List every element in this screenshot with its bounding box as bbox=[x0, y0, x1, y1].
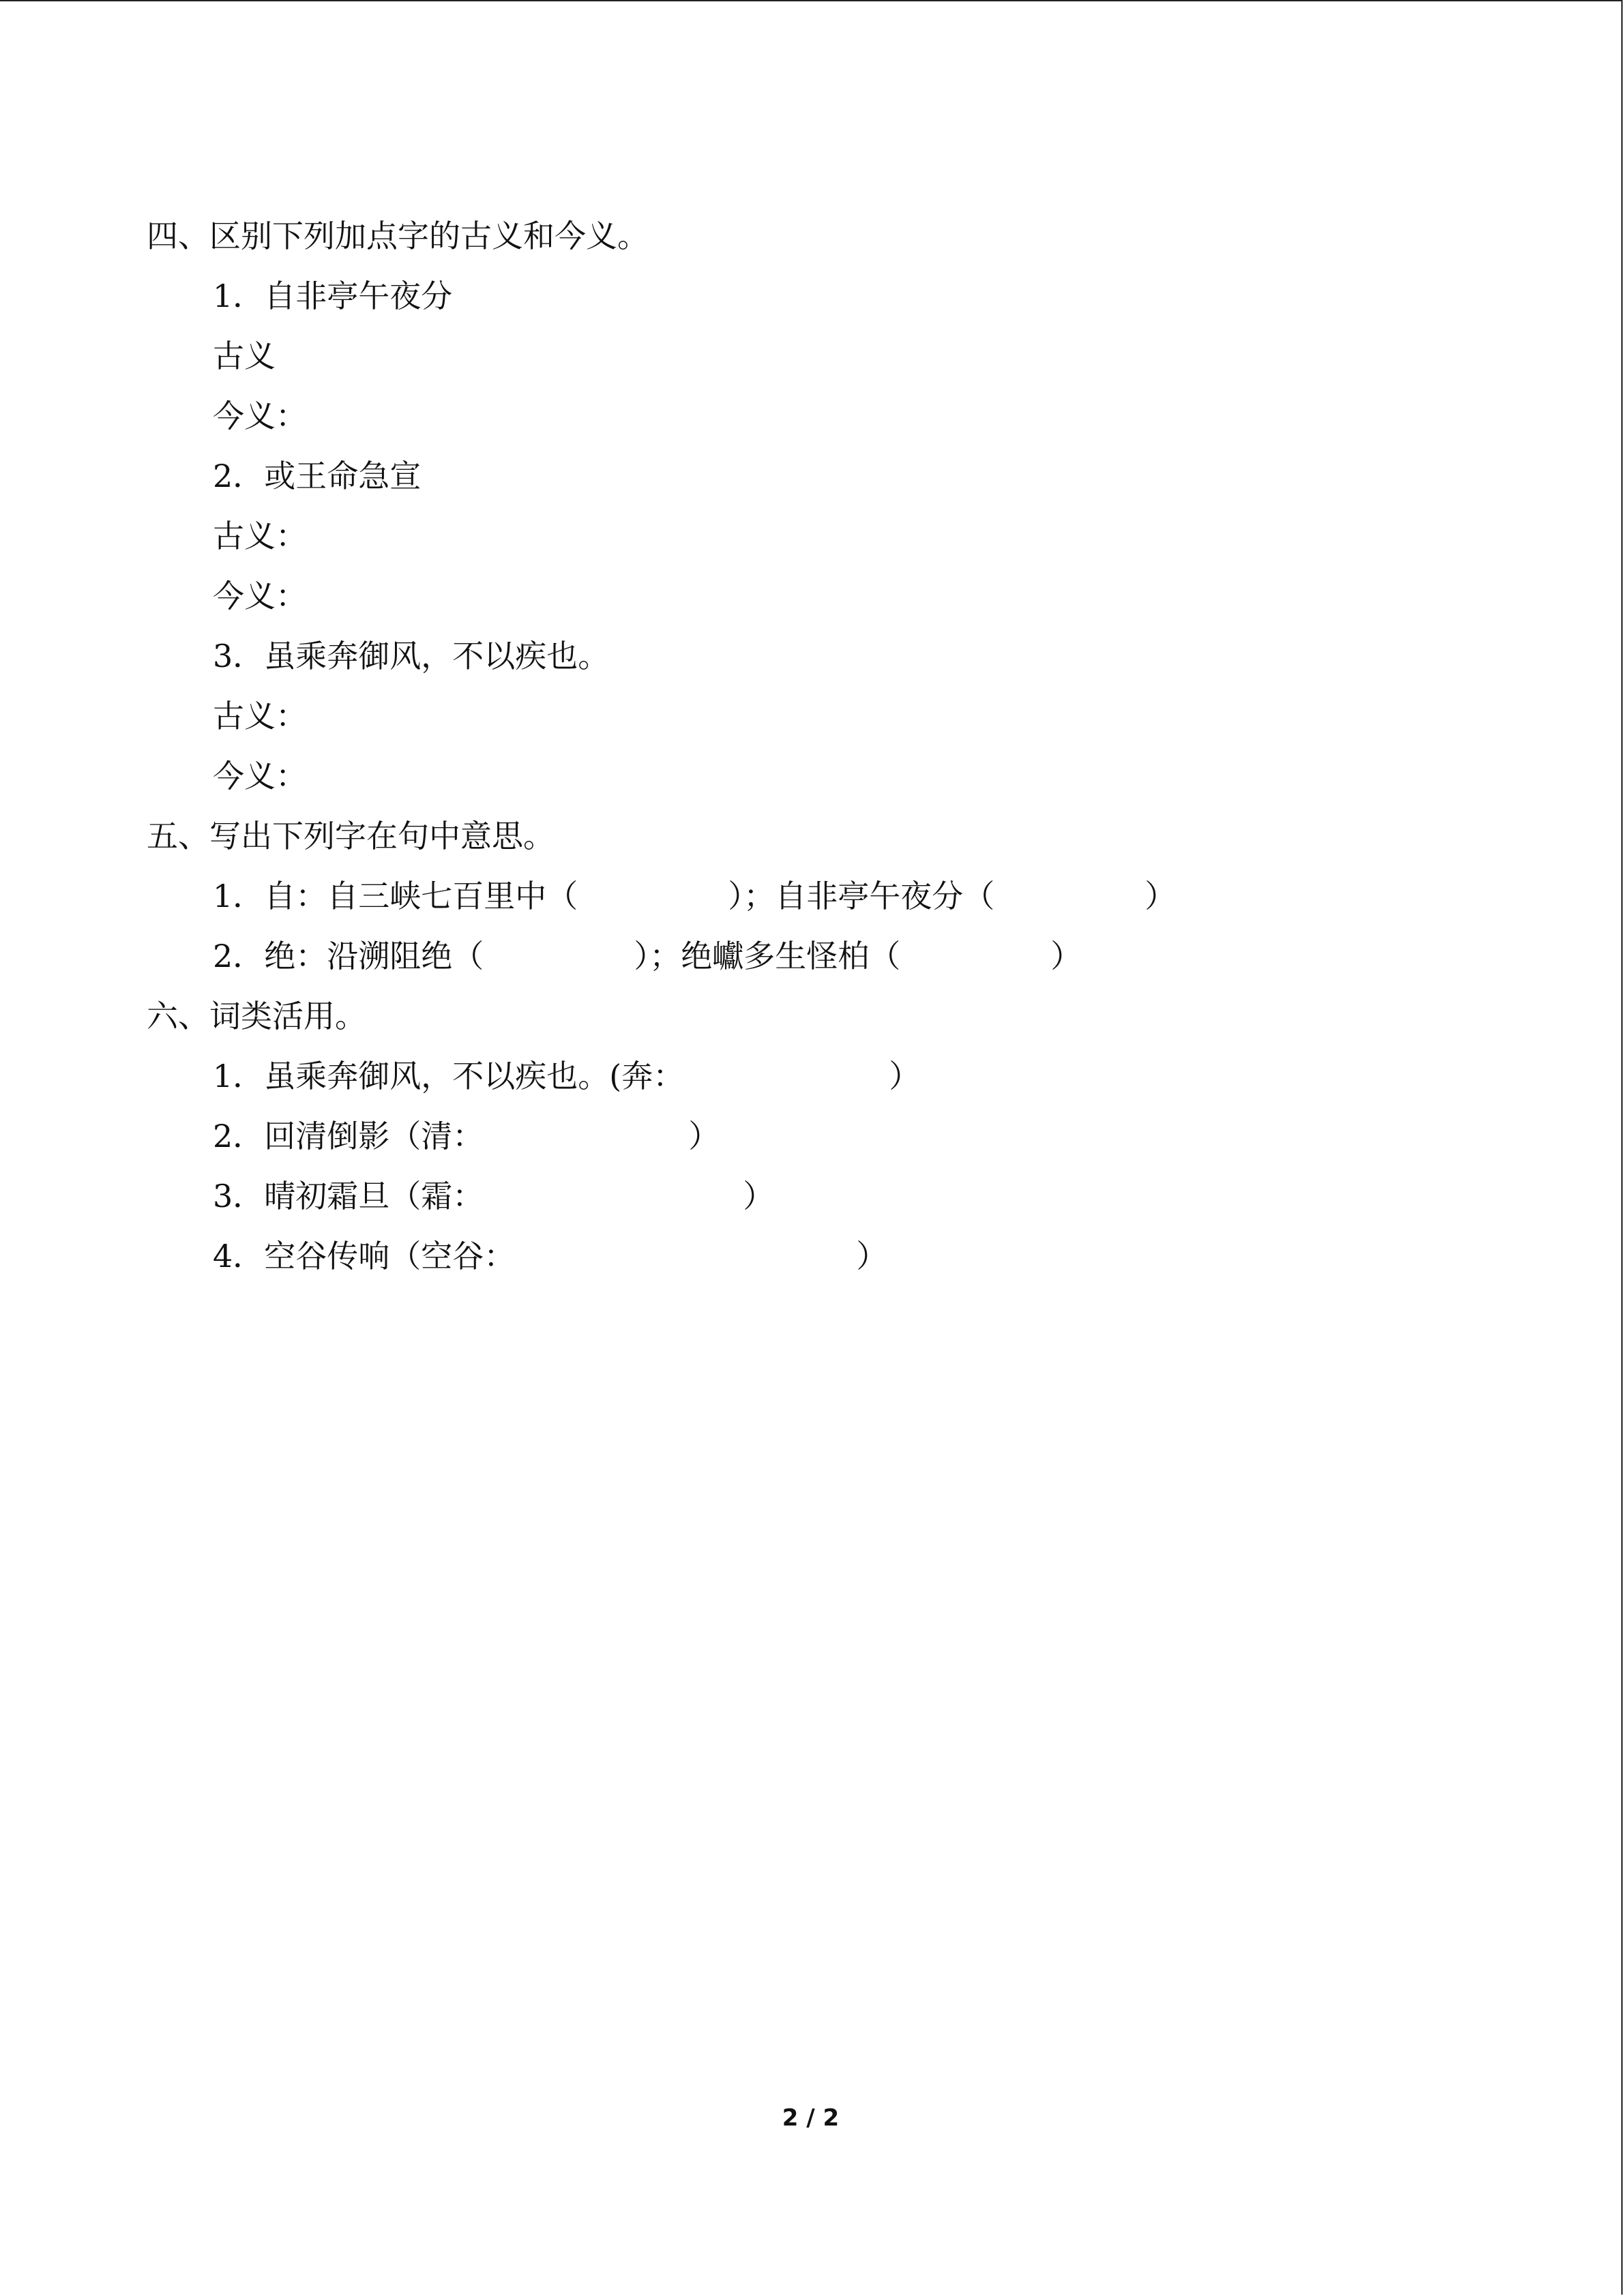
s5-q1 bbox=[0, 866, 1621, 926]
section-6-title bbox=[0, 986, 1621, 1046]
s6-q1-close: ） bbox=[889, 1058, 921, 1094]
s6-q1-prompt: 1．虽乘奔御风，不以疾也。(奔： bbox=[213, 1058, 685, 1094]
s5-q2-prompt: 2．绝：沿溯阻绝（ bbox=[213, 938, 484, 974]
s4-q3-ancient bbox=[0, 686, 1621, 746]
s5-q1-close: ） bbox=[1145, 878, 1177, 914]
s6-q2-close: ） bbox=[688, 1118, 720, 1154]
s4-q1-ancient-label: 古义 bbox=[213, 338, 276, 374]
s6-q2 bbox=[0, 1106, 1621, 1166]
s4-q2-text: 2．或王命急宣 bbox=[213, 458, 422, 494]
s6-q4-answer-blank[interactable] bbox=[515, 1260, 856, 1267]
s4-q1-modern-label: 今义： bbox=[213, 398, 307, 434]
s4-q3-ancient-label: 古义： bbox=[213, 698, 307, 734]
s6-q3-prompt: 3．晴初霜旦（霜： bbox=[213, 1178, 484, 1214]
s6-q4-prompt: 4．空谷传响（空谷： bbox=[213, 1238, 516, 1274]
s6-q1 bbox=[0, 1046, 1621, 1106]
page-number: 2 / 2 bbox=[782, 2104, 840, 2132]
s6-q2-answer-blank[interactable] bbox=[484, 1140, 688, 1147]
s5-q1-prompt-2: ）；自非亭午夜分（ bbox=[728, 878, 995, 914]
s6-q3 bbox=[0, 1166, 1621, 1226]
s5-q1-prompt: 1．自：自三峡七百里中（ bbox=[213, 878, 578, 914]
s6-q1-answer-blank[interactable] bbox=[684, 1080, 889, 1087]
s5-q2-answer-blank-2[interactable] bbox=[900, 960, 1050, 967]
s5-q2-prompt-2: ）；绝巘多生怪柏（ bbox=[634, 938, 901, 974]
section-4-title-text: 四、区别下列加点字的古义和今义。 bbox=[147, 218, 649, 254]
s6-q3-close: ） bbox=[743, 1178, 775, 1214]
s5-q1-answer-blank-2[interactable] bbox=[994, 900, 1145, 907]
s5-q2-answer-blank-1[interactable] bbox=[484, 960, 634, 967]
s5-q1-answer-blank-1[interactable] bbox=[578, 900, 728, 907]
s4-q3-modern-label: 今义： bbox=[213, 758, 307, 794]
s6-q2-prompt: 2．回清倒影（清： bbox=[213, 1118, 484, 1154]
s4-q2-ancient-label: 古义： bbox=[213, 518, 307, 554]
s4-q1-modern bbox=[0, 386, 1621, 446]
page-footer bbox=[0, 2102, 1621, 2134]
s6-q4 bbox=[0, 1226, 1621, 1286]
s6-q4-close: ） bbox=[856, 1238, 888, 1274]
s5-q2 bbox=[0, 926, 1621, 986]
s4-q1-text: 1．自非亭午夜分 bbox=[213, 278, 453, 314]
s4-q2 bbox=[0, 446, 1621, 506]
s4-q2-ancient bbox=[0, 506, 1621, 566]
s4-q1 bbox=[0, 266, 1621, 326]
s4-q3-text: 3．虽乘奔御风，不以疾也。 bbox=[213, 638, 610, 674]
section-4-title bbox=[0, 206, 1621, 266]
s4-q1-ancient bbox=[0, 326, 1621, 386]
s5-q2-close: ） bbox=[1050, 938, 1082, 974]
s4-q2-modern bbox=[0, 566, 1621, 626]
s4-q2-modern-label: 今义： bbox=[213, 578, 307, 614]
worksheet-content bbox=[0, 206, 1621, 1286]
section-5-title-text: 五、写出下列字在句中意思。 bbox=[147, 818, 555, 854]
s6-q3-answer-blank[interactable] bbox=[484, 1200, 743, 1207]
section-6-title-text: 六、词类活用。 bbox=[147, 998, 366, 1034]
s4-q3-modern bbox=[0, 746, 1621, 806]
section-5-title bbox=[0, 806, 1621, 866]
s4-q3 bbox=[0, 626, 1621, 686]
